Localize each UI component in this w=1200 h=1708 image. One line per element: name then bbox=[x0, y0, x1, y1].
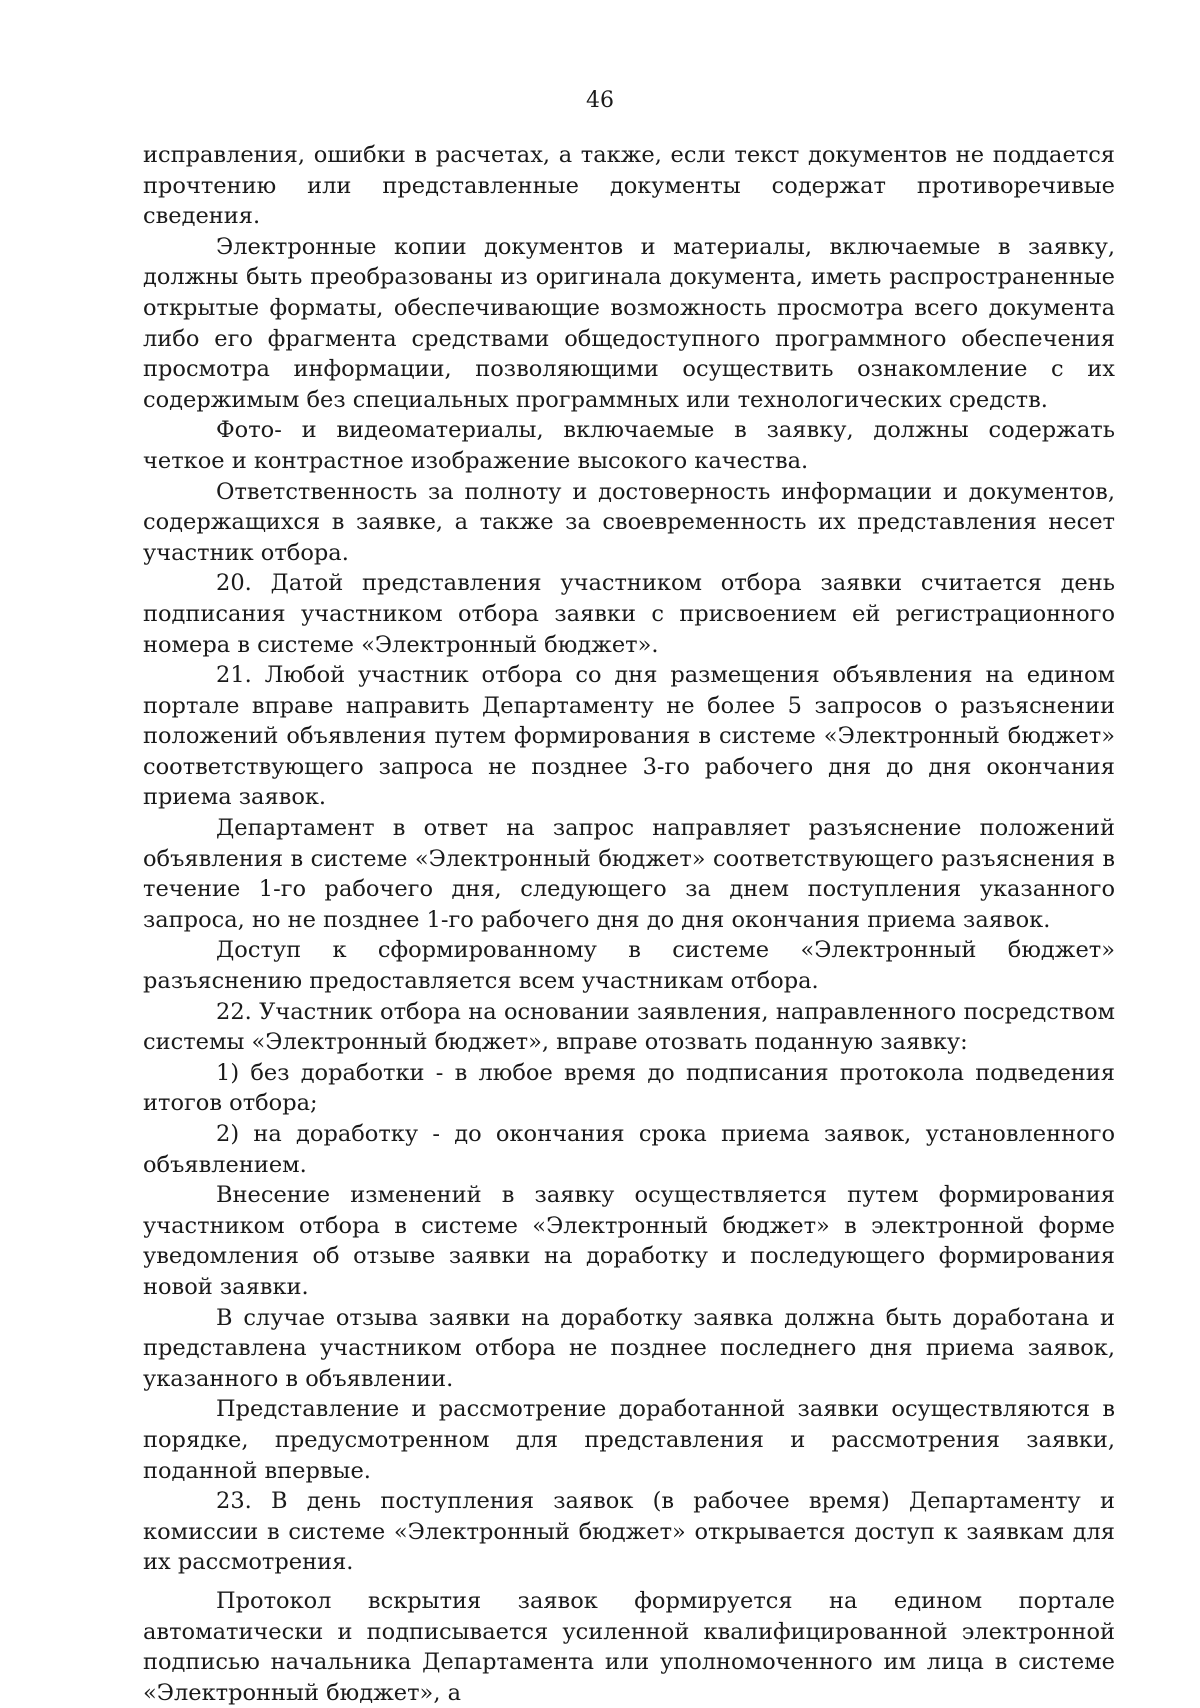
page-number: 46 bbox=[586, 88, 614, 113]
paragraph-20: 20. Датой представления участником отбора заявки считается день подписания участником отбора заявки с присвоением ей регистрационного номера в системе «Электронный бюджет». bbox=[143, 570, 1115, 658]
paragraph-electronic-copies: Электронные копии документов и материалы, включаемые в заявку, должны быть преобразованы из оригинала документа, иметь распространенные открытые форматы, обеспечивающие возможность просмотра всего документа либо его фрагмента средствами общедоступного программного обеспечения просмотра информации, позволяющими осуществить ознакомление с их содержимым без специальных программных или технологических средств. bbox=[143, 233, 1115, 413]
paragraph-review: Представление и рассмотрение доработанной заявки осуществляются в порядке, предусмотренном для представления и рассмотрения заявки, поданной впервые. bbox=[143, 1396, 1115, 1484]
paragraph-23: 23. В день поступления заявок (в рабочее время) Департаменту и комиссии в системе «Электронный бюджет» открывается доступ к заявкам для их рассмотрения. bbox=[143, 1488, 1115, 1576]
document-body bbox=[143, 140, 1115, 1708]
list-item-1: 1) без доработки - в любое время до подписания протокола подведения итогов отбора; bbox=[143, 1059, 1115, 1117]
paragraph-continuation: исправления, ошибки в расчетах, а также, если текст документов не поддается прочтению или представленные документы содержат противоречивые сведения. bbox=[143, 142, 1115, 230]
paragraph-changes: Внесение изменений в заявку осуществляется путем формирования участником отбора в системе «Электронный бюджет» в электронной форме уведомления об отзыве заявки на доработку и последующего формирования новой заявки. bbox=[143, 1182, 1115, 1300]
paragraph-withdrawal: В случае отзыва заявки на доработку заявка должна быть доработана и представлена участником отбора не позднее последнего дня приема заявок, указанного в объявлении. bbox=[143, 1304, 1115, 1392]
paragraph-responsibility: Ответственность за полноту и достоверность информации и документов, содержащихся в заявке, а также за своевременность их представления несет участник отбора. bbox=[143, 478, 1115, 566]
paragraph-22: 22. Участник отбора на основании заявления, направленного посредством системы «Электронный бюджет», вправе отозвать поданную заявку: bbox=[143, 998, 1115, 1056]
paragraph-access: Доступ к сформированному в системе «Электронный бюджет» разъяснению предоставляется всем участникам отбора. bbox=[143, 937, 1115, 995]
paragraph-photo-video: Фото- и видеоматериалы, включаемые в заявку, должны содержать четкое и контрастное изображение высокого качества. bbox=[143, 417, 1115, 474]
paragraph-protocol: Протокол вскрытия заявок формируется на едином портале автоматически и подписывается усиленной квалифицированной электронной подписью начальника Департамента или уполномоченного им лица в системе «Электронный бюджет», а bbox=[143, 1587, 1115, 1706]
paragraph-department-reply: Департамент в ответ на запрос направляет разъяснение положений объявления в системе «Электронный бюджет» соответствующего разъяснения в течение 1-го рабочего дня, следующего за днем поступления указанного запроса, но не позднее 1-го рабочего дня до дня окончания приема заявок. bbox=[143, 815, 1115, 933]
paragraph-21: 21. Любой участник отбора со дня размещения объявления на едином портале вправе направить Департаменту не более 5 запросов о разъяснении положений объявления путем формирования в системе «Электронный бюджет» соответствующего запроса не позднее 3-го рабочего дня до дня окончания приема заявок. bbox=[143, 662, 1115, 811]
list-item-2: 2) на доработку - до окончания срока приема заявок, установленного объявлением. bbox=[143, 1121, 1115, 1178]
